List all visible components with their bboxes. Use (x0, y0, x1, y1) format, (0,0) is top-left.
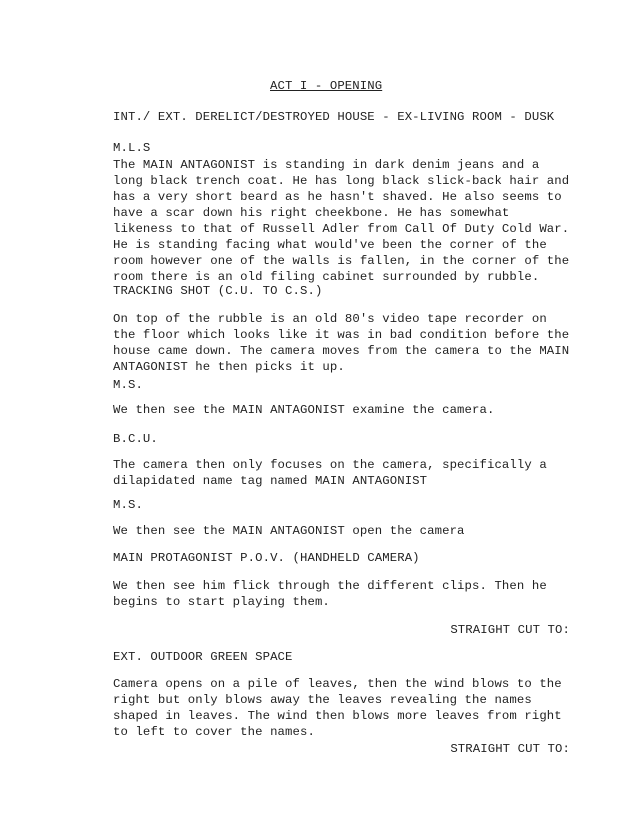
action-line: long black trench coat. He has long black slick-back hair and (113, 174, 570, 188)
act-title: ACT I - OPENING (270, 79, 383, 93)
action-line: The camera then only focuses on the camera, specifically a (113, 458, 547, 472)
action-line: room however one of the walls is fallen, in the corner of the (113, 254, 570, 268)
action-line: right but only blows away the leaves revealing the names (113, 693, 532, 707)
action-line: dilapidated name tag named MAIN ANTAGONIST (113, 474, 428, 488)
action-line: shaped in leaves. The wind then blows more leaves from right (113, 709, 562, 723)
shot-type: M.L.S (113, 141, 151, 155)
action-line: We then see the MAIN ANTAGONIST open the camera (113, 524, 465, 538)
action-line: We then see him flick through the different clips. Then he (113, 579, 547, 593)
shot-type: TRACKING SHOT (C.U. TO C.S.) (113, 284, 323, 298)
shot-type: B.C.U. (113, 432, 158, 446)
shot-type: M.S. (113, 378, 143, 392)
action-line: We then see the MAIN ANTAGONIST examine the camera. (113, 403, 495, 417)
shot-type: M.S. (113, 498, 143, 512)
action-line: has a very short beard as he hasn't shaved. He also seems to (113, 190, 562, 204)
shot-type: MAIN PROTAGONIST P.O.V. (HANDHELD CAMERA) (113, 551, 420, 565)
action-line: likeness to that of Russell Adler from Call Of Duty Cold War. (113, 222, 570, 236)
action-line: He is standing facing what would've been the corner of the (113, 238, 547, 252)
action-line: Camera opens on a pile of leaves, then the wind blows to the (113, 677, 562, 691)
scene-heading: EXT. OUTDOOR GREEN SPACE (113, 650, 293, 664)
action-line: have a scar down his right cheekbone. He has somewhat (113, 206, 510, 220)
action-line: to left to cover the names. (113, 725, 315, 739)
action-line: house came down. The camera moves from the camera to the MAIN (113, 344, 570, 358)
action-line: the floor which looks like it was in bad condition before the (113, 328, 570, 342)
action-line: ANTAGONIST he then picks it up. (113, 360, 345, 374)
transition: STRAIGHT CUT TO: (450, 742, 570, 756)
action-line: The MAIN ANTAGONIST is standing in dark denim jeans and a (113, 158, 540, 172)
action-line: On top of the rubble is an old 80's video tape recorder on (113, 312, 547, 326)
action-line: room there is an old filing cabinet surrounded by rubble. (113, 270, 540, 284)
action-line: begins to start playing them. (113, 595, 330, 609)
scene-heading: INT./ EXT. DERELICT/DESTROYED HOUSE - EX-LIVING ROOM - DUSK (113, 110, 555, 124)
transition: STRAIGHT CUT TO: (450, 623, 570, 637)
